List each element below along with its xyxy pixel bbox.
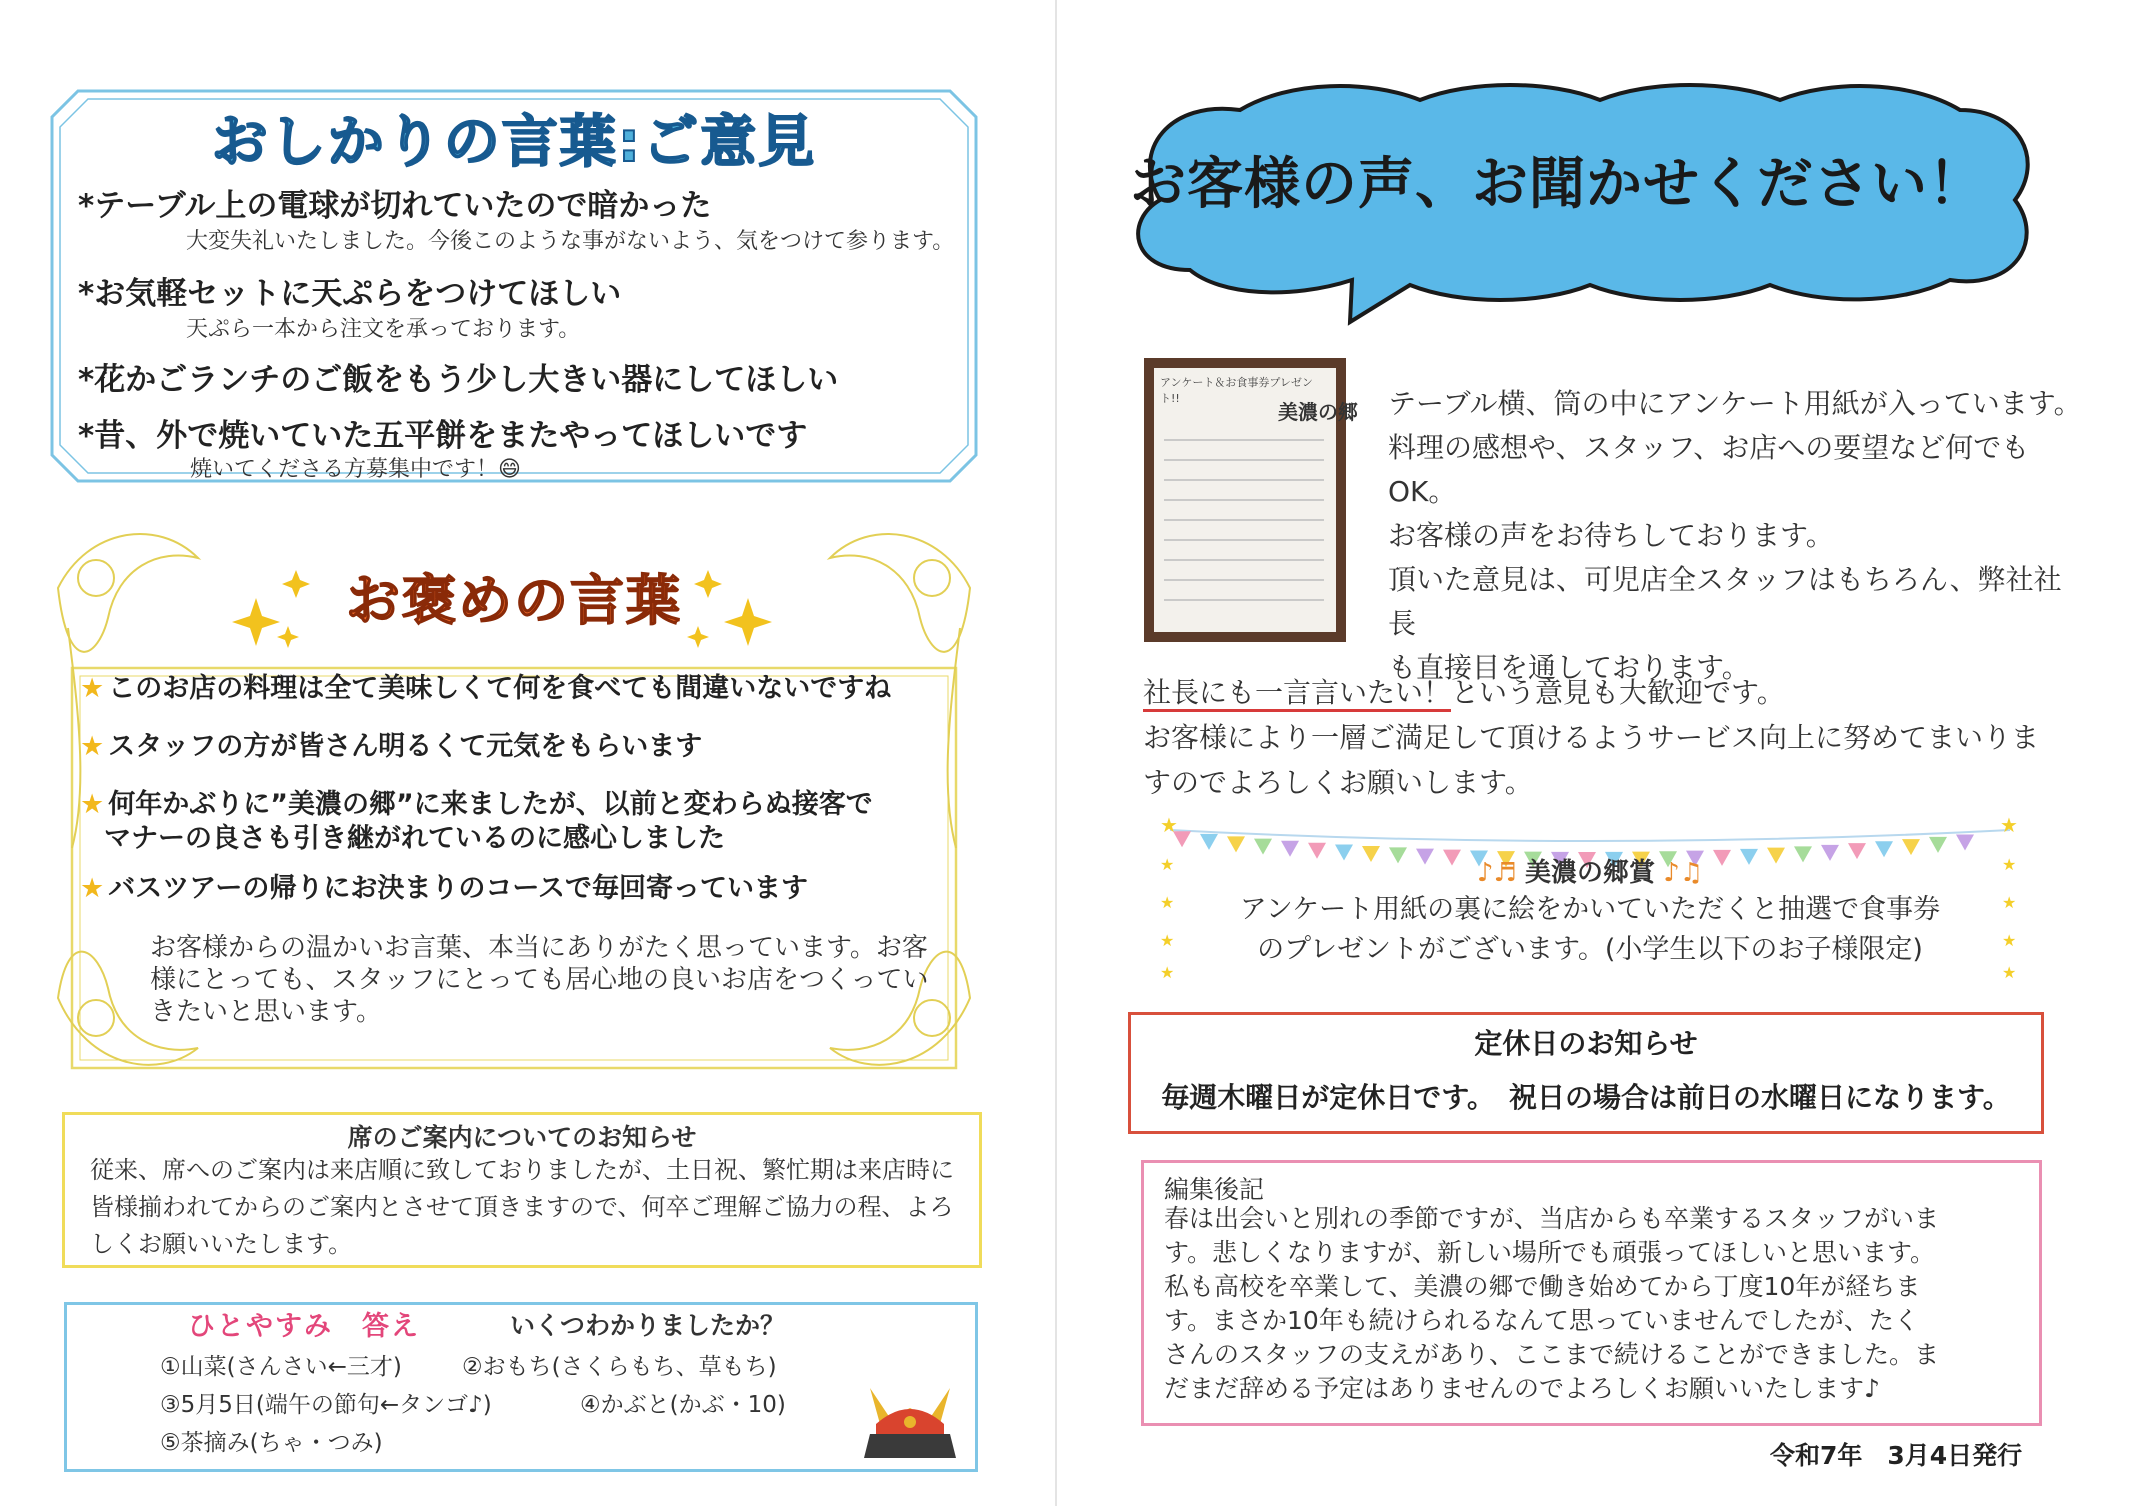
music-note-icon: ♪♫ (1655, 858, 1704, 888)
kabuto-helmet-icon (860, 1378, 960, 1462)
bubble-headline: お客様の声、お聞かせください！ (1130, 152, 1985, 217)
feedback-item-4: *昔、外で焼いていた五平餅をまたやってほしいです (78, 418, 808, 454)
svg-text:★: ★ (2000, 813, 2018, 837)
star-icon: ★ (80, 873, 105, 904)
editor-line: 春は出会いと別れの季節ですが、当店からも卒業するスタッフがいま (1164, 1204, 1940, 1233)
svg-text:★: ★ (1160, 813, 1178, 837)
praise-item-4 (80, 872, 808, 906)
star-icon: ★ (80, 673, 105, 704)
quiz-question: いくつわかりましたか？ (510, 1311, 786, 1340)
praise-item-text: スタッフの方が皆さん明るくて元気をもらいます (108, 731, 703, 762)
seat-notice-body: 従来、席へのご案内は来店順に致しておりましたが、土日祝、繁忙期は来店時に皆様揃われてからのご案内とさせて頂きますので、何卒ご理解ご協力の程、よろしくお願いいたします。 (90, 1156, 954, 1258)
feedback-reply-1: 大変失礼いたしました。今後このような事がないよう、気をつけて参ります。 (186, 229, 955, 254)
feedback-reply-4: 焼いてくださる方募集中です！😄 (190, 457, 521, 482)
editor-note-title: 編集後記 (1164, 1175, 1265, 1204)
feedback-title: おしかりの言葉:ご意見 (211, 110, 817, 175)
quiz-answer-4: ④かぶと(かぶ・10) (580, 1392, 786, 1418)
svg-text:★: ★ (2002, 855, 2017, 874)
award-title (1160, 852, 2020, 889)
bunting-flag (1929, 837, 1947, 853)
request-first-line (1143, 670, 2043, 715)
seat-notice-title: 席のご案内についてのお知らせ (347, 1123, 697, 1152)
survey-card-title: アンケート＆お食事券プレゼント!! (1160, 376, 1313, 405)
praise-message: お客様からの温かいお言葉、本当にありがたく思っています。お客様にとっても、スタッフにとっても居心地の良いお店をつくっていきたいと思います。 (150, 933, 929, 1027)
feedback-item-1: *テーブル上の電球が切れていたので暗かった (78, 188, 712, 224)
quiz-title: ひとやすみ 答え (188, 1311, 420, 1342)
survey-card-logo: 美濃の郷 (1278, 400, 1358, 424)
star-icon: ★ (80, 789, 105, 820)
center-fold (1055, 0, 1057, 1506)
award-line: アンケート用紙の裏に絵をかいていただくと抽選で食事券 (1239, 894, 1941, 925)
survey-line: 料理の感想や、スタッフ、お店への要望など何でもOK。 (1388, 431, 2030, 508)
request-line: お客様により一層ご満足して頂けるようサービス向上に努めてまいりま (1143, 721, 2040, 754)
holiday-body: 毎週木曜日が定休日です。 祝日の場合は前日の水曜日になります。 (1161, 1081, 2011, 1114)
bunting-flag (1200, 834, 1218, 850)
request-highlight: 社長にも一言言いたい！ (1143, 676, 1451, 712)
praise-item-text: 何年かぶりに”美濃の郷”に来ましたが、以前と変わらぬ接客で (108, 789, 873, 820)
praise-item-2 (80, 730, 702, 764)
survey-line: も直接目を通しております。 (1388, 651, 1750, 684)
star-icon: ★ (80, 731, 105, 762)
svg-text:★: ★ (2002, 893, 2017, 912)
feedback-item-2: *お気軽セットに天ぷらをつけてほしい (78, 276, 622, 312)
praise-item-text: バスツアーの帰りにお決まりのコースで毎回寄っています (108, 873, 809, 904)
survey-line: お客様の声をお待ちしております。 (1388, 519, 1834, 552)
praise-item-3-cont: マナーの良さも引き継がれているのに感心しました (104, 823, 725, 854)
bunting-flag (1956, 834, 1974, 850)
editor-line: さんのスタッフの支えがあり、ここまで続けることができました。ま (1164, 1340, 1940, 1369)
award-title-text: 美濃の郷賞 (1524, 858, 1655, 888)
svg-text:★: ★ (1160, 893, 1175, 912)
survey-line: テーブル横、筒の中にアンケート用紙が入っています。 (1388, 387, 2082, 420)
award-body (1180, 890, 2000, 970)
svg-text:★: ★ (1160, 931, 1175, 950)
svg-text:★: ★ (2002, 931, 2017, 950)
issue-date: 令和7年 3月4日発行 (1770, 1441, 2023, 1470)
holiday-title: 定休日のお知らせ (1474, 1027, 1698, 1060)
bunting-flag (1227, 836, 1245, 852)
praise-item-1 (80, 672, 891, 706)
svg-text:★: ★ (1160, 963, 1175, 982)
feedback-reply-2: 天ぷら一本から注文を承っております。 (186, 317, 581, 342)
request-rest: という意見も大歓迎です。 (1451, 676, 1785, 709)
editor-line: す。まさか10年も続けられるなんて思っていませんでしたが、たく (1164, 1306, 1919, 1335)
quiz-answer-3: ③5月5日(端午の節句←タンゴ♪) (160, 1392, 492, 1418)
survey-description (1388, 382, 2088, 690)
svg-text:★: ★ (2002, 963, 2017, 982)
praise-title: お褒めの言葉 (346, 569, 682, 632)
editor-note-body (1164, 1202, 2032, 1406)
quiz-answer-1: ①山菜(さんさい←三才) (160, 1354, 402, 1380)
survey-form-lines (1164, 430, 1324, 620)
request-line: すのでよろしくお願いします。 (1143, 766, 1533, 799)
editor-line: だまだ辞める予定はありませんのでよろしくお願いいたします♪ (1164, 1374, 1880, 1403)
svg-text:★: ★ (1160, 855, 1175, 874)
quiz-answer-2: ②おもち(さくらもち、草もち) (462, 1354, 777, 1380)
praise-item-text: このお店の料理は全て美味しくて何を食べても間違いないですね (108, 673, 892, 704)
music-note-icon: ♪♬ (1476, 858, 1525, 888)
editor-line: 私も高校を卒業して、美濃の郷で働き始めてから丁度10年が経ちま (1164, 1272, 1921, 1301)
quiz-answer-5: ⑤茶摘み(ちゃ・つみ) (160, 1430, 383, 1456)
praise-item-3 (80, 788, 873, 822)
request-paragraph (1143, 670, 2043, 805)
feedback-item-3: *花かごランチのご飯をもう少し大きい器にしてほしい (78, 362, 839, 398)
award-line: のプレゼントがございます。(小学生以下のお子様限定) (1257, 934, 1923, 965)
survey-line: 頂いた意見は、可児店全スタッフはもちろん、弊社社長 (1388, 563, 2062, 640)
editor-line: す。悲しくなりますが、新しい場所でも頑張ってほしいと思います。 (1164, 1238, 1936, 1267)
